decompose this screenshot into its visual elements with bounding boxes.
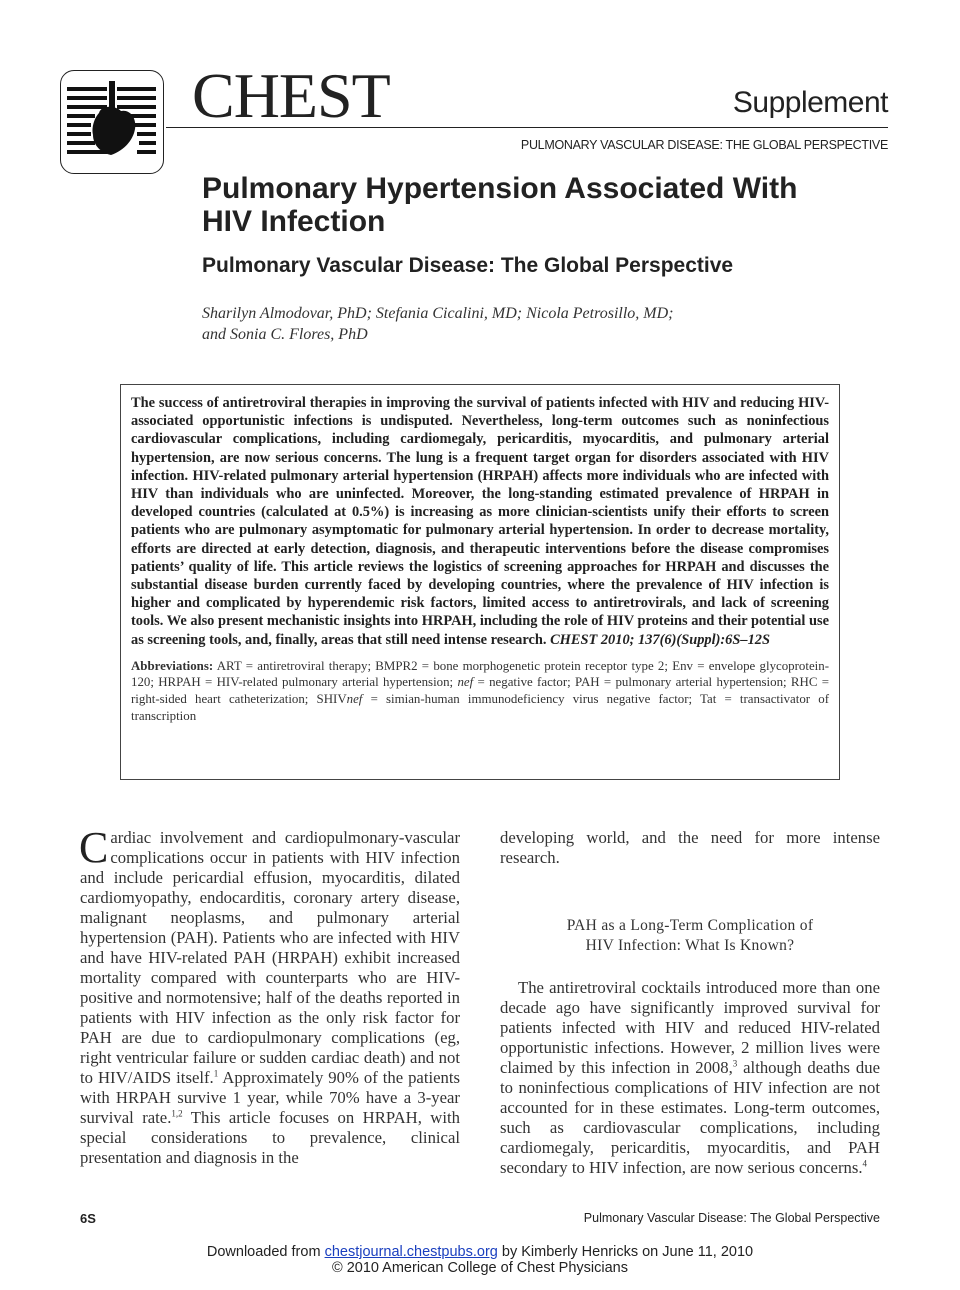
page-number: 6S [80,1211,96,1226]
abstract [131,394,829,649]
abbreviations [131,658,829,724]
abbrev-nef: nef [346,692,363,707]
abbreviations-label: Abbreviations: [131,658,214,673]
abbrev-nef: nef [457,675,474,690]
authors [202,303,782,345]
article-title: Pulmonary Hypertension Associated With HIV Infection [202,172,798,238]
abstract-text: The success of antiretroviral therapies in improving the survival of patients infected with HIV and reducing HIV-associated opportunistic infections is undisputed. Nevertheless, long-term outcomes such as noninfectious cardiovascular complications, including cardiomegaly, pericarditis, myocarditis, and pulmonary arterial hypertension, are now serious concerns. The lung is a frequent target organ for disorders associated with HIV infection. HIV-related pulmonary arterial hypertension (HRPAH) affects more individuals who are infected with HIV than individuals who are uninfected. Moreover, the long-standing estimated prevalence of HRPAH in developed countries (calculated at 0.5%) is increasing as more clinician-scientists unify their efforts to screen patients who are pulmonary asymptomatic for pulmonary arterial hypertension. In order to decrease mortality, efforts are directed at early detection, diagnosis, and therapeutic interventions before the disease compromises patients’ quality of life. This article reviews the logistics of screening approaches for HRPAH and discusses the substantial disease burden currently faced by developing countries, where the prevalence of HIV infection is higher and complicated by hyperendemic risk factors, limited access to antiretrovirals, and lack of screening tools. We also present mechanistic insights into HRPAH, including the role of HIV proteins and their potential use as screening tools, and, finally, areas that still need intense research. [131,395,829,648]
body-text: This article focuses on HRPAH, with special considerations to prevalence, clinical presentation and diagnosis in the [80,1108,460,1167]
abbreviations-text: ART = antiretroviral therapy; BMPR2 = bone morphogenetic protein receptor type 2; Env = envelope glycoprotein-120; HRPAH = HIV-related pulmonary arterial hypertension; [131,658,829,690]
download-notice [0,1244,960,1260]
reference-marker: 1 [213,1068,219,1079]
body-text: The antiretroviral cocktails introduced more than one decade ago have significantly improved survival for patients infected with HIV and reduced HIV-related opportunistic infections. However, 2 million lives were claimed by this infection in 2008, [500,978,880,1077]
authors-line: and Sonia C. Flores, PhD [202,326,368,343]
drop-cap: C [79,823,109,872]
download-prefix: Downloaded from [206,1244,321,1260]
journal-link[interactable]: chestjournal.chestpubs.org [324,1244,498,1260]
section-heading [500,916,880,956]
abbreviations-text: = simian-human immunodeficiency virus negative factor; Tat = transactivator of transcription [131,692,829,723]
reference-marker: 3 [732,1058,738,1069]
body-text: although deaths due to noninfectious complications of HIV infection are not accounted for in these estimates. Long-term outcomes, such as cardiovascular complications, including cardiomegaly, pericarditis, myocarditis, and PAH secondary to HIV infection, are now serious concerns. [500,1058,881,1177]
supplement-label: Supplement [732,86,888,119]
body-text-continued: developing world, and the need for more intense research. [500,828,880,867]
reference-marker: 1,2 [171,1108,183,1119]
body-text: Approximately 90% of the patients with HRPAH survive 1 year, while 70% have a 3-year survival rate. [80,1068,460,1127]
series-header: PULMONARY VASCULAR DISEASE: THE GLOBAL PERSPECTIVE [520,138,888,152]
journal-name: CHEST [192,60,390,131]
section-heading-line: HIV Infection: What Is Known? [585,937,795,954]
article-subtitle: Pulmonary Vascular Disease: The Global Perspective [202,254,734,277]
lungs-heart-icon [61,71,162,172]
chest-logo [60,70,164,174]
body-paragraph [500,978,880,1178]
abbreviations-text: = negative factor; PAH = pulmonary arterial hypertension; RHC = right-sided heart catheterization; SHIV [131,675,829,707]
copyright-notice: © 2010 American College of Chest Physicians [331,1260,628,1276]
header-rule [166,127,888,128]
body-column-left [79,823,460,1168]
authors-line: Sharilyn Almodovar, PhD; Stefania Cicalini, MD; Nicola Petrosillo, MD; [202,305,674,322]
body-column-right [500,828,880,1178]
reference-marker: 4 [862,1158,868,1169]
section-heading-line: PAH as a Long-Term Complication of [566,917,814,934]
body-text: ardiac involvement and cardiopulmonary-vascular complications occur in patients with HIV infection and include pericardial effusion, myocarditis, dilated cardiomyopathy, endocarditis, coronary artery disease, malignant neoplasms, and pulmonary arterial hypertension (PAH). Patients who are infected with HIV and have HIV-related PAH (HRPAH) exhibit increased mortality compared with counterparts who are HIV-positive and normotensive; half of the deaths reported in patients with HIV infection as the only risk factor for PAH are due to cardiopulmonary complications (eg, right ventricular failure or sudden cardiac death) and not to HIV/AIDS itself. [80,828,460,1087]
download-suffix: by Kimberly Henricks on June 11, 2010 [501,1244,754,1260]
abstract-citation: CHEST 2010; 137(6)(Suppl):6S–12S [550,631,770,648]
abstract-box [120,384,840,780]
running-footer: Pulmonary Vascular Disease: The Global Perspective [583,1211,880,1225]
